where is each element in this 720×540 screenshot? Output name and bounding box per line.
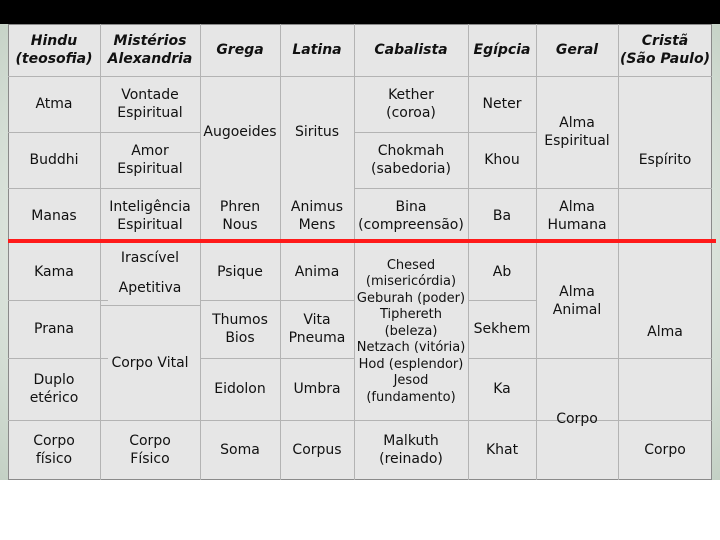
misterios-corpo-vital: Corpo Vital	[111, 354, 189, 371]
grega-thumos-bios: Thumos Bios	[212, 312, 268, 346]
egipcia-ka: Ka	[493, 381, 511, 397]
egipcia-ba: Ba	[492, 208, 512, 224]
latina-siritus: Siritus	[294, 124, 340, 140]
crista-corpo: Corpo	[644, 442, 686, 458]
misterios-vontade: Vontade Espiritual	[117, 87, 183, 121]
egipcia-neter: Neter	[482, 96, 522, 112]
latina-corpus: Corpus	[292, 442, 342, 458]
hindu-duplo-eterico: Duplo etérico	[29, 372, 79, 406]
geral-alma-espiritual: Alma Espiritual	[544, 115, 610, 149]
cabalista-malkuth: Malkuth (reinado)	[379, 433, 443, 467]
header-hindu: Hindu (teosofia)	[15, 33, 93, 67]
bottom-white-area	[0, 480, 720, 540]
grega-eidolon: Eidolon	[214, 381, 266, 397]
cabalista-sephiroth-list: Chesed (misericórdia) Geburah (poder) Tiphereth (beleza) Netzach (vitória) Hod (esplendor) Jesod (fundamento)	[356, 257, 466, 405]
header-latina: Latina	[292, 42, 342, 58]
misterios-amor: Amor Espiritual	[117, 143, 183, 177]
header-cabalista: Cabalista	[374, 42, 448, 58]
misterios-corpo-fisico: Corpo Físico	[129, 433, 171, 467]
egipcia-sekhem: Sekhem	[473, 321, 531, 337]
egipcia-khat: Khat	[485, 442, 519, 458]
header-egipcia: Egípcia	[473, 42, 531, 58]
top-black-bar	[0, 0, 720, 24]
geral-corpo: Corpo	[556, 411, 598, 427]
cabalista-kether: Kether (coroa)	[386, 87, 436, 121]
latina-animus-mens: Animus Mens	[290, 199, 344, 233]
cabalista-chokmah: Chokmah (sabedoria)	[371, 143, 451, 177]
egipcia-khou: Khou	[484, 152, 520, 168]
header-geral: Geral	[555, 42, 599, 58]
grega-psique: Psique	[217, 264, 263, 280]
crista-espirito: Espírito	[638, 152, 692, 168]
geral-alma-humana: Alma Humana	[547, 199, 607, 233]
header-grega: Grega	[216, 42, 264, 58]
hindu-kama: Kama	[34, 264, 74, 280]
misterios-inteligencia: Inteligência Espiritual	[109, 199, 191, 233]
latina-umbra: Umbra	[293, 381, 341, 397]
crista-alma: Alma	[647, 324, 683, 340]
grega-phren-nous: Phren Nous	[219, 199, 261, 233]
grega-soma: Soma	[220, 442, 260, 458]
header-misterios: Mistérios Alexandria	[107, 33, 193, 67]
latina-anima: Anima	[294, 264, 340, 280]
hindu-corpo-fisico: Corpo físico	[33, 433, 75, 467]
hindu-atma: Atma	[35, 96, 73, 112]
latina-vita-pneuma: Vita Pneuma	[288, 312, 346, 346]
cabalista-bina: Bina (compreensão)	[358, 199, 464, 233]
hindu-prana: Prana	[34, 321, 74, 337]
grega-augoeides: Augoeides	[203, 124, 277, 140]
geral-alma-animal: Alma Animal	[552, 284, 602, 318]
hindu-buddhi: Buddhi	[29, 152, 79, 168]
egipcia-ab: Ab	[492, 264, 512, 280]
misterios-irascivel: Irascível	[120, 250, 180, 266]
header-crista: Cristã (São Paulo)	[619, 33, 710, 67]
misterios-apetitiva: Apetitiva	[118, 280, 182, 296]
hindu-manas: Manas	[31, 208, 77, 224]
